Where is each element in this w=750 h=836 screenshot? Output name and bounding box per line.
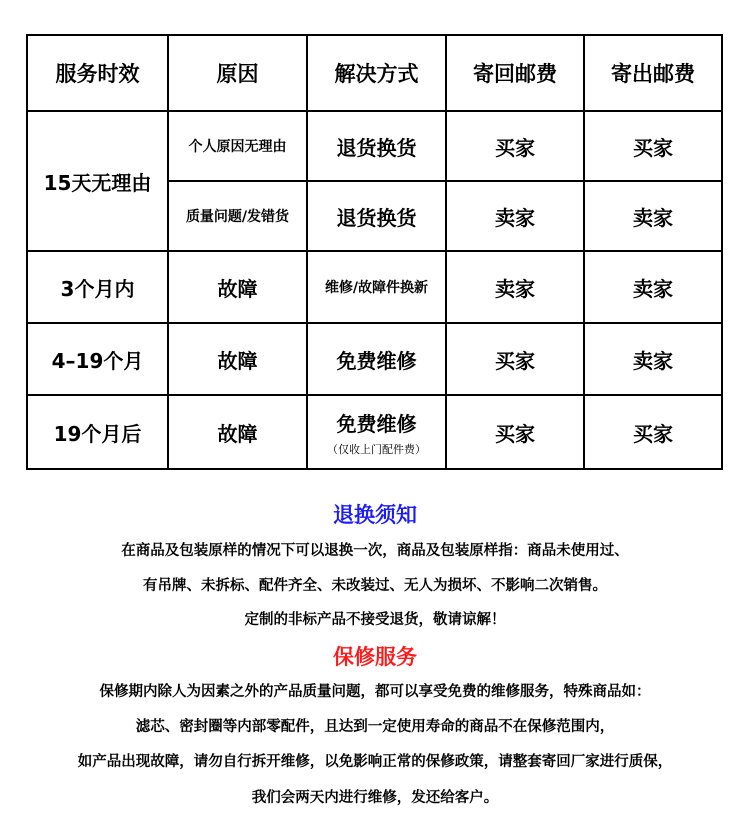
solution-note: （仅收上门配件费）	[327, 442, 426, 456]
reason-cell: 故障	[168, 323, 307, 395]
table-row	[27, 251, 722, 323]
return-fee-cell: 买家	[446, 395, 584, 469]
send-fee-cell: 卖家	[584, 251, 722, 323]
header-cell: 原因	[168, 35, 307, 111]
return-notice-line: 有吊牌、未拆标、配件齐全、未改装过、无人为损坏、不影响二次销售。	[143, 578, 607, 594]
warranty-line: 滤芯、密封圈等内部零配件，且达到一定使用寿命的商品不在保修范围内，	[135, 719, 615, 735]
solution-text: 免费维修	[336, 411, 417, 436]
warranty-line: 我们会两天内进行维修，发还给客户。	[251, 790, 499, 806]
warranty-line: 如产品出现故障，请勿自行拆开维修，以免影响正常的保修政策，请整套寄回厂家进行质保，	[77, 754, 673, 770]
warranty-line: 保修期内除人为因素之外的产品质量问题，都可以享受免费的维修服务，特殊商品如：	[99, 684, 651, 700]
table-row	[27, 111, 722, 181]
return-fee-cell: 卖家	[446, 181, 584, 251]
return-notice-line: 定制的非标产品不接受退货，敬请谅解！	[244, 612, 506, 628]
service-policy-table	[26, 34, 723, 470]
send-fee-cell: 买家	[584, 395, 722, 469]
send-fee-cell: 卖家	[584, 323, 722, 395]
solution-cell: 免费维修	[307, 323, 446, 395]
table-row	[27, 323, 722, 395]
header-cell: 服务时效	[27, 35, 168, 111]
warranty-title: 保修服务	[333, 645, 417, 669]
header-cell: 寄回邮费	[446, 35, 584, 111]
table-row	[27, 395, 722, 469]
reason-cell: 个人原因无理由	[168, 111, 307, 181]
reason-cell: 故障	[168, 395, 307, 469]
solution-cell: 维修/故障件换新	[307, 251, 446, 323]
return-notice-line: 在商品及包装原样的情况下可以退换一次，商品及包装原样指：商品未使用过、	[121, 543, 629, 559]
reason-cell: 故障	[168, 251, 307, 323]
header-cell: 解决方式	[307, 35, 446, 111]
reason-cell: 质量问题/发错货	[168, 181, 307, 251]
solution-cell: 退货换货	[307, 181, 446, 251]
solution-cell	[307, 395, 446, 469]
solution-cell: 退货换货	[307, 111, 446, 181]
table-header-row	[27, 35, 722, 111]
header-cell: 寄出邮费	[584, 35, 722, 111]
return-fee-cell: 卖家	[446, 251, 584, 323]
return-fee-cell: 买家	[446, 111, 584, 181]
period-cell: 19个月后	[27, 395, 168, 469]
period-cell: 3个月内	[27, 251, 168, 323]
send-fee-cell: 卖家	[584, 181, 722, 251]
period-cell: 4–19个月	[27, 323, 168, 395]
period-cell: 15天无理由	[27, 111, 168, 251]
return-fee-cell: 买家	[446, 323, 584, 395]
send-fee-cell: 买家	[584, 111, 722, 181]
return-notice-title: 退换须知	[333, 503, 417, 527]
